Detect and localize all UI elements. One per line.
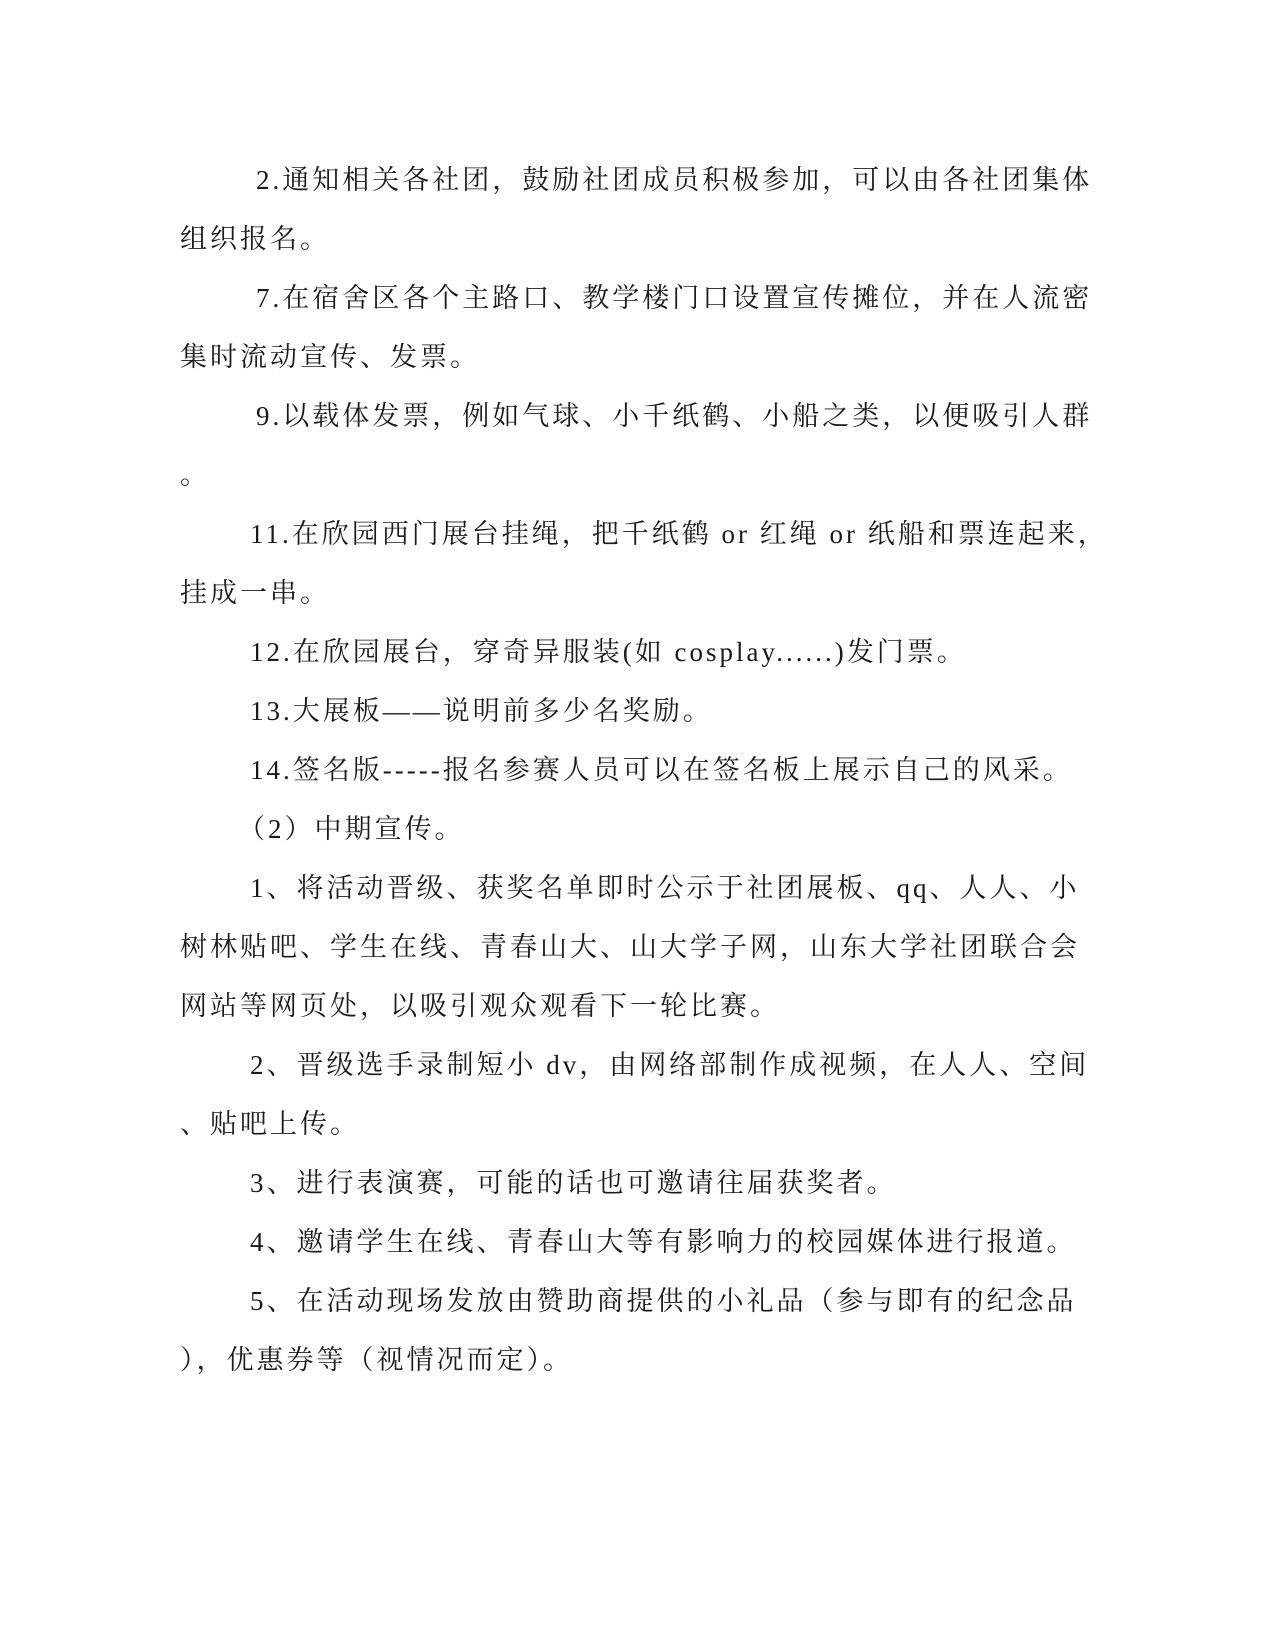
paragraph-line: 14.签名版-----报名参赛人员可以在签名板上展示自己的风采。 bbox=[250, 755, 1073, 785]
paragraph-line: 13.大展板——说明前多少名奖励。 bbox=[250, 696, 713, 726]
paragraph-line: 9.以载体发票，例如气球、小千纸鹤、小船之类，以便吸引人群 bbox=[256, 401, 1093, 431]
paragraph-line: 12.在欣园展台，穿奇异服装(如 cosplay......)发门票。 bbox=[250, 637, 967, 667]
paragraph-line: 组织报名。 bbox=[180, 224, 330, 254]
paragraph-line: 集时流动宣传、发票。 bbox=[180, 342, 480, 372]
paragraph-line: 4、邀请学生在线、青春山大等有影响力的校园媒体进行报道。 bbox=[250, 1227, 1077, 1257]
paragraph-line: ），优惠券等（视情况而定）。 bbox=[180, 1345, 573, 1375]
paragraph-line: 7.在宿舍区各个主路口、教学楼门口设置宣传摊位，并在人流密 bbox=[256, 283, 1093, 313]
paragraph-line: 3、进行表演赛，可能的话也可邀请往届获奖者。 bbox=[250, 1168, 897, 1198]
paragraph-line: 。 bbox=[180, 460, 210, 490]
paragraph-line: 挂成一串。 bbox=[180, 578, 330, 608]
paragraph-line: 树林贴吧、学生在线、青春山大、山大学子网，山东大学社团联合会 bbox=[180, 932, 1080, 962]
paragraph-line: 网站等网页处，以吸引观众观看下一轮比赛。 bbox=[180, 991, 780, 1021]
paragraph-line: 11.在欣园西门展台挂绳，把千纸鹤 or 红绳 or 纸船和票连起来， bbox=[250, 519, 1108, 549]
paragraph-line: 2.通知相关各社团，鼓励社团成员积极参加，可以由各社团集体 bbox=[256, 165, 1093, 195]
paragraph-line: 5、在活动现场发放由赞助商提供的小礼品（参与即有的纪念品 bbox=[250, 1286, 1077, 1316]
paragraph-line: 、贴吧上传。 bbox=[180, 1109, 360, 1139]
paragraph-line: 1、将活动晋级、获奖名单即时公示于社团展板、qq、人人、小 bbox=[250, 873, 1080, 903]
section-heading: （2）中期宣传。 bbox=[238, 814, 465, 844]
paragraph-line: 2、晋级选手录制短小 dv，由网络部制作成视频，在人人、空间 bbox=[250, 1050, 1090, 1080]
